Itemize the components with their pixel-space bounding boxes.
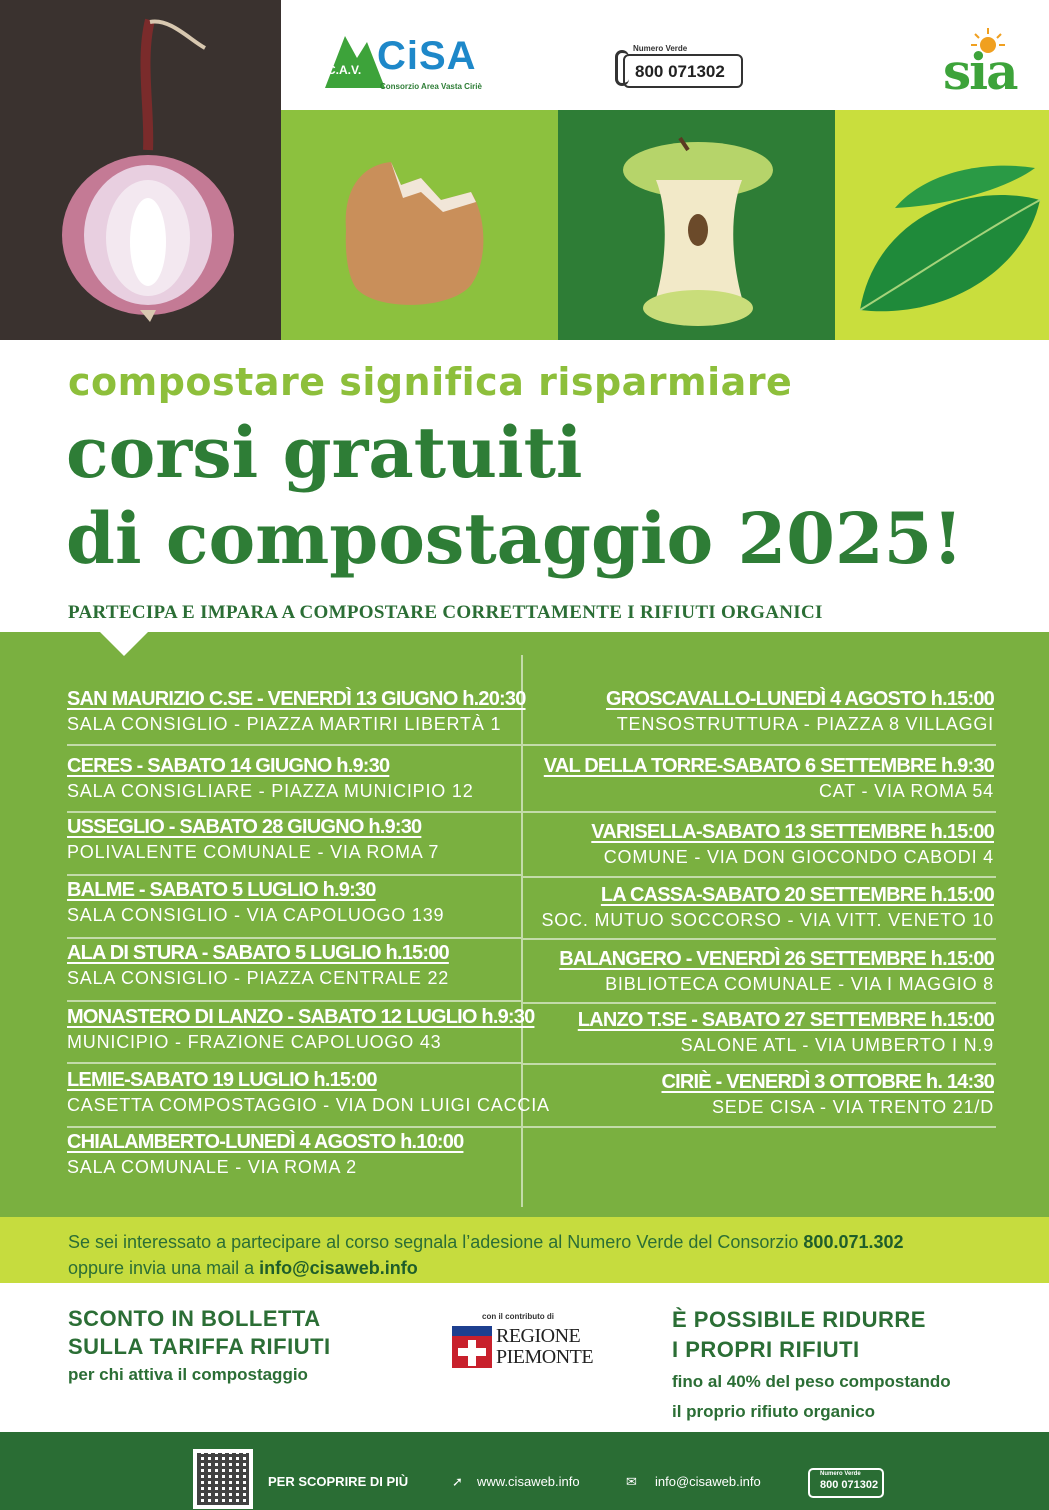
numero-verde-badge: Numero Verde 800 071302 [615,44,745,90]
onion-image [0,0,281,340]
event-item: VAL DELLA TORRE-SABATO 6 SETTEMBRE h.9:30 CAT - VIA ROMA 54 [543,755,994,801]
event-item: MONASTERO DI LANZO - SABATO 12 LUGLIO h.9:30 MUNICIPIO - FRAZIONE CAPOLUOGO 43 [67,1006,535,1052]
column-divider [521,655,523,1207]
panel-notch [100,632,148,656]
event-item: CIRIÈ - VENERDÌ 3 OTTOBRE h. 14:30 SEDE CISA - VIA TRENTO 21/D [661,1071,994,1117]
phone-number-link[interactable]: 800.071.302 [803,1232,904,1252]
event-item: USSEGLIO - SABATO 28 GIUGNO h.9:30 POLIVALENTE COMUNALE - VIA ROMA 7 [67,816,440,862]
event-item: BALME - SABATO 5 LUGLIO h.9:30 SALA CONSIGLIO - VIA CAPOLUOGO 139 [67,879,445,925]
event-item: VARISELLA-SABATO 13 SETTEMBRE h.15:00 COMUNE - VIA DON GIOCONDO CABODI 4 [591,821,994,867]
event-item: ALA DI STURA - SABATO 5 LUGLIO h.15:00 SALA CONSIGLIO - PIAZZA CENTRALE 22 [67,942,450,988]
discover-label: PER SCOPRIRE DI PIÙ [268,1474,409,1489]
event-item: LA CASSA-SABATO 20 SETTEMBRE h.15:00 SOC. MUTUO SOCCORSO - VIA VITT. VENETO 10 [541,884,994,930]
footer-numero-verde[interactable]: Numero Verde 800 071302 [808,1468,884,1498]
cisa-logo: C.A.V. CiSA Consorzio Area Vasta Ciriè [327,34,482,91]
discount-promo: SCONTO IN BOLLETTA SULLA TARIFFA RIFIUTI per chi attiva il compostaggio [68,1306,331,1384]
sia-logo: sia [943,28,1038,98]
reduce-waste-promo: È POSSIBILE RIDURRE I PROPRI RIFIUTI fino al 40% del peso compostando il proprio rifiuto organico [672,1307,951,1421]
event-item: GROSCAVALLO-LUNEDÌ 4 AGOSTO h.15:00 TENSOSTRUTTURA - PIAZZA 8 VILLAGGI [606,688,994,734]
event-item: LANZO T.SE - SABATO 27 SETTEMBRE h.15:00 SALONE ATL - VIA UMBERTO I N.9 [577,1009,994,1055]
qr-code[interactable] [193,1449,253,1509]
cursor-icon: ➚ [452,1474,463,1489]
event-item: CERES - SABATO 14 GIUGNO h.9:30 SALA CONSIGLIARE - PIAZZA MUNICIPIO 12 [67,755,474,801]
event-item: SAN MAURIZIO C.SE - VENERDÌ 13 GIUGNO h.20:30 SALA CONSIGLIO - PIAZZA MARTIRI LIBERTÀ 1 [67,688,526,734]
tagline: PARTECIPA E IMPARA A COMPOSTARE CORRETTAMENTE I RIFIUTI ORGANICI [68,602,823,623]
regione-piemonte-logo: con il contributo di REGIONE PIEMONTE [452,1312,592,1372]
email-link[interactable]: info@cisaweb.info [259,1258,418,1278]
registration-info: Se sei interessato a partecipare al corso segnala l’adesione al Numero Verde del Consorzio 800.071.302 oppure invia una mail a info@cisaweb.info [0,1217,1049,1283]
subtitle: compostare significa risparmiare [68,360,793,404]
header-images [0,0,1049,340]
event-item: LEMIE-SABATO 19 LUGLIO h.15:00 CASETTA COMPOSTAGGIO - VIA DON LUIGI CACCIA [67,1069,550,1115]
website-link[interactable]: www.cisaweb.info [477,1474,580,1489]
footer [0,1432,1049,1510]
mail-icon: ✉ [626,1474,637,1489]
page-title: corsi gratuiti di compostaggio 2025! [66,411,964,580]
apple-core-image [558,110,835,340]
event-item: CHIALAMBERTO-LUNEDÌ 4 AGOSTO h.10:00 SALA COMUNALE - VIA ROMA 2 [67,1131,464,1177]
piemonte-shield-icon [452,1326,492,1368]
eggshell-image [281,110,558,340]
leaf-image [835,110,1049,340]
event-item: BALANGERO - VENERDÌ 26 SETTEMBRE h.15:00 BIBLIOTECA COMUNALE - VIA I MAGGIO 8 [559,948,994,994]
footer-email-link[interactable]: info@cisaweb.info [655,1474,761,1489]
